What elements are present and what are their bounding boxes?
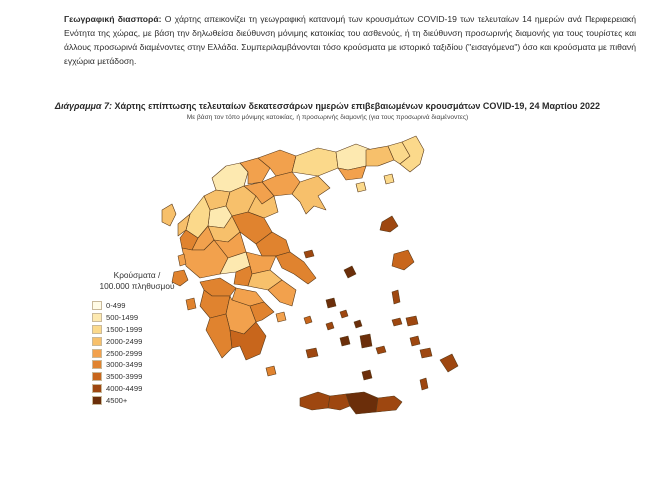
legend-label: 0-499 <box>106 301 126 311</box>
region-samothraki <box>384 174 394 184</box>
region-limnos <box>380 216 398 232</box>
legend-swatch <box>92 372 102 381</box>
region-paros <box>340 336 350 346</box>
legend-swatch <box>92 384 102 393</box>
legend-label: 4500+ <box>106 395 128 405</box>
region-chania <box>300 392 330 410</box>
region-thira <box>362 370 372 380</box>
region-rodos <box>440 354 458 372</box>
intro-label: Γεωγραφική διασπορά: <box>64 14 162 24</box>
region-kea <box>304 316 312 324</box>
region-islands-attiki <box>276 312 286 322</box>
legend-label: 2500-2999 <box>106 348 143 358</box>
region-mykonos <box>354 320 362 328</box>
legend-label: 2000-2499 <box>106 336 143 346</box>
legend-swatch <box>92 325 102 334</box>
legend-swatch <box>92 313 102 322</box>
region-ikaria <box>392 318 402 326</box>
legend-swatch <box>92 349 102 358</box>
legend-swatch <box>92 337 102 346</box>
region-thasos <box>356 182 366 192</box>
region-serres <box>292 148 338 176</box>
legend-label: 1500-1999 <box>106 324 143 334</box>
intro-text: Ο χάρτης απεικονίζει τη γεωγραφική κατανομή των κρουσμάτων COVID-19 των τελευταίων 14 ημερών ανά Περιφερειακή Ενότητα της χώρας, με βάση την δηλωθείσα διεύθυνση μόνιμης κατοικίας του ασθενούς, ή τη διεύθυνση προσωρινής διαμονής για τους τουρίστες και άλλους προσωρινά διαμένοντες στην Ελλάδα. Συμπεριλαμβάνονται τόσο κρούσματα με ιστορικό ταξιδίου ("εισαγόμενα") όσο και κρούσματα με πιθανή εγχώρια μετάδοση. <box>64 14 636 66</box>
region-milos <box>306 348 318 358</box>
legend-item <box>92 335 142 347</box>
region-kythira <box>266 366 276 376</box>
legend-item <box>92 300 142 312</box>
region-lasithi <box>376 396 402 412</box>
legend-item <box>92 394 142 406</box>
region-kerkyra <box>162 204 176 226</box>
legend-item <box>92 359 142 371</box>
region-skyros <box>344 266 356 278</box>
region-samos <box>406 316 418 326</box>
figure-title-text: Χάρτης επίπτωσης τελευταίων δεκατεσσάρων ημερών επιβεβαιωμένων κρουσμάτων COVID-19, 24 Μαρτίου 2022 <box>112 101 601 111</box>
region-syros <box>326 322 334 330</box>
legend-items <box>92 300 142 406</box>
legend-item <box>92 383 142 395</box>
legend-label: 4000-4499 <box>106 383 143 393</box>
legend-title-line1: Κρούσματα / <box>113 270 161 280</box>
region-tinos <box>340 310 348 318</box>
legend-item <box>92 371 142 383</box>
region-karpathos <box>420 378 428 390</box>
region-lesvos <box>392 250 414 270</box>
legend-item <box>92 347 142 359</box>
region-andros <box>326 298 336 308</box>
legend-title <box>92 270 182 292</box>
figure-label: Διάγραμμα 7: <box>54 101 113 111</box>
region-kos <box>420 348 432 358</box>
region-amorgos <box>376 346 386 354</box>
legend-label: 3500-3999 <box>106 372 143 382</box>
region-kalymnos <box>410 336 420 346</box>
region-zakynthos <box>186 298 196 310</box>
legend-item <box>92 324 142 336</box>
region-chios <box>392 290 400 304</box>
legend-title-line2: 100.000 πληθυσμού <box>99 281 175 291</box>
legend-label: 3000-3499 <box>106 360 143 370</box>
region-irakleio <box>346 392 378 414</box>
legend-swatch <box>92 360 102 369</box>
region-naxos <box>360 334 372 348</box>
figure-subtitle: Με βάση τον τόπο μόνιμης κατοικίας, ή προσωρινής διαμονής (για τους προσωρινά διαμένοντες) <box>186 114 469 121</box>
legend-swatch <box>92 396 102 405</box>
legend-label: 500-1499 <box>106 313 139 323</box>
region-sporades <box>304 250 314 258</box>
legend-swatch <box>92 301 102 310</box>
legend-item <box>92 312 142 324</box>
